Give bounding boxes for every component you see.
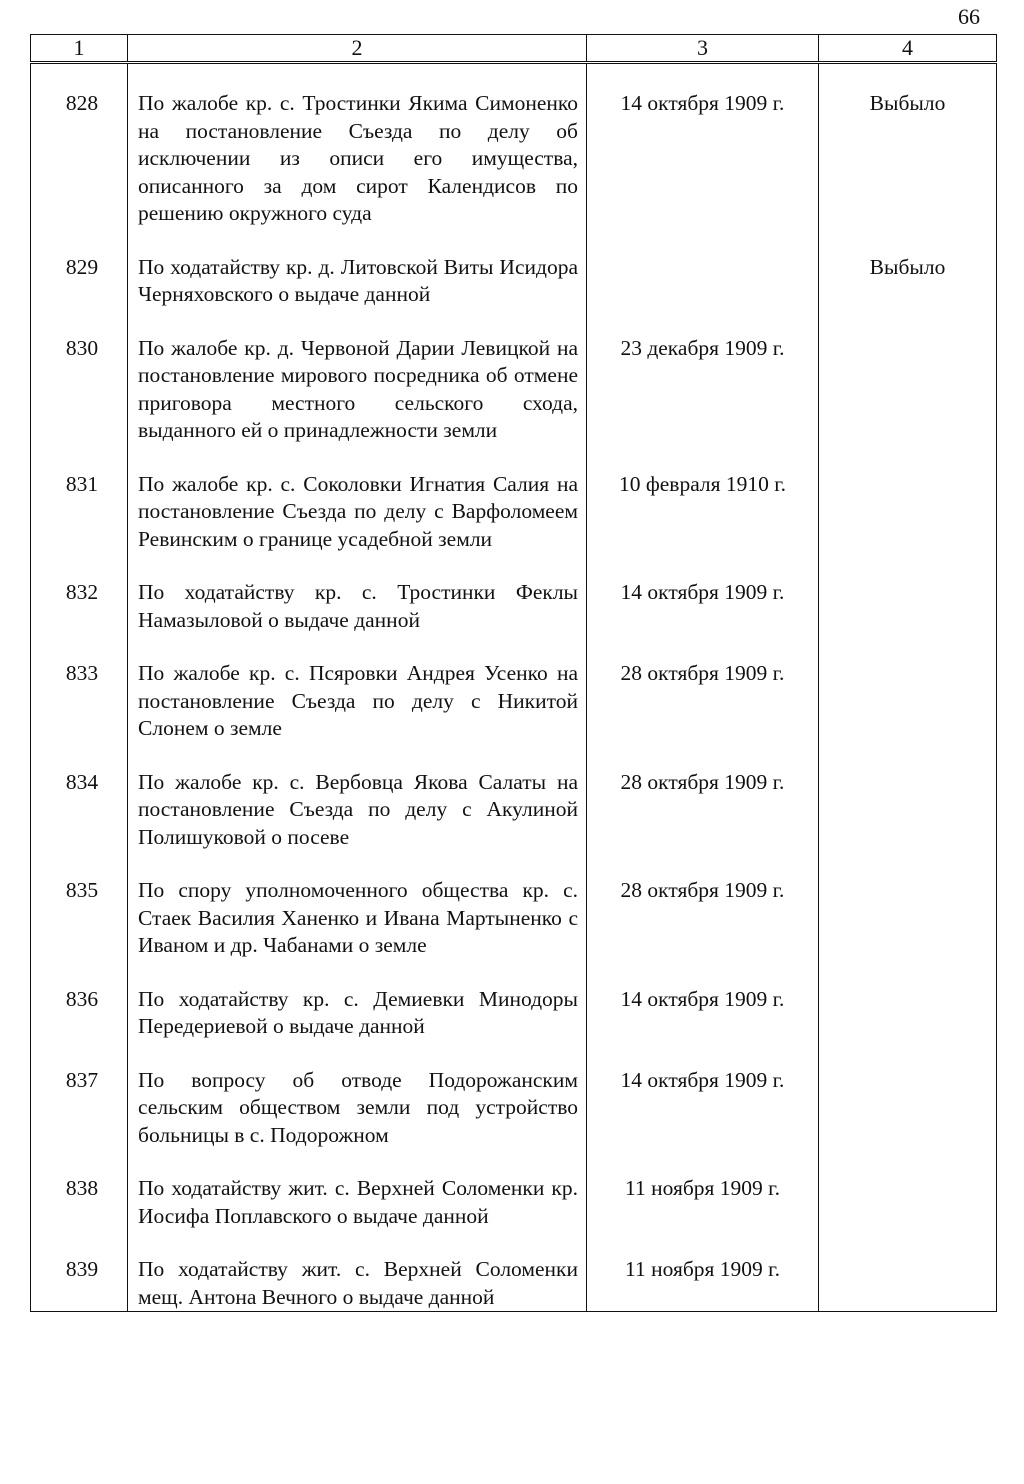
case-note xyxy=(819,769,997,878)
table-row xyxy=(31,877,997,986)
case-date: 28 октября 1909 г. xyxy=(587,660,819,769)
case-date: 14 октября 1909 г. xyxy=(587,986,819,1067)
table-row xyxy=(31,63,997,254)
case-number: 829 xyxy=(31,254,128,335)
table-row xyxy=(31,335,997,471)
case-note xyxy=(819,471,997,580)
case-number: 833 xyxy=(31,660,128,769)
case-note xyxy=(819,335,997,471)
case-note xyxy=(819,660,997,769)
case-date: 28 октября 1909 г. xyxy=(587,877,819,986)
case-description: По ходатайству кр. с. Демиевки Минодоры Передериевой о выдаче данной xyxy=(128,986,587,1067)
case-note xyxy=(819,1175,997,1256)
case-description: По ходатайству жит. с. Верхней Соломенки мещ. Антона Вечного о выдаче данной xyxy=(128,1256,587,1312)
case-note: Выбыло xyxy=(819,254,997,335)
case-date: 14 октября 1909 г. xyxy=(587,579,819,660)
page-number: 66 xyxy=(958,4,980,29)
case-description: По жалобе кр. д. Червоной Дарии Левицкой на постановление мирового посредника об отмене приговора местного сельского схода, выданного ей о принадлежности земли xyxy=(128,335,587,471)
header-row xyxy=(31,35,997,63)
case-date: 11 ноября 1909 г. xyxy=(587,1256,819,1312)
case-number: 839 xyxy=(31,1256,128,1312)
case-date: 14 октября 1909 г. xyxy=(587,63,819,254)
case-number: 838 xyxy=(31,1175,128,1256)
column-header-3: 3 xyxy=(587,35,819,63)
case-description: По жалобе кр. с. Тростинки Якима Симоненко на постановление Съезда по делу об исключении из описи его имущества, описанного за дом сирот Календисов по решению окружного суда xyxy=(128,63,587,254)
table-row xyxy=(31,1067,997,1176)
register-table xyxy=(30,34,997,1312)
case-date: 11 ноября 1909 г. xyxy=(587,1175,819,1256)
table-row xyxy=(31,660,997,769)
case-note xyxy=(819,1256,997,1312)
case-description: По жалобе кр. с. Соколовки Игнатия Салия на постановление Съезда по делу с Варфоломеем Ревинским о границе усадебной земли xyxy=(128,471,587,580)
case-note xyxy=(819,1067,997,1176)
case-note xyxy=(819,877,997,986)
table-row xyxy=(31,1175,997,1256)
column-header-4: 4 xyxy=(819,35,997,63)
case-number: 831 xyxy=(31,471,128,580)
case-date xyxy=(587,254,819,335)
case-number: 828 xyxy=(31,63,128,254)
column-header-2: 2 xyxy=(128,35,587,63)
case-description: По вопросу об отводе Подорожанским сельским обществом земли под устройство больницы в с. Подорожном xyxy=(128,1067,587,1176)
case-date: 14 октября 1909 г. xyxy=(587,1067,819,1176)
case-description: По ходатайству кр. д. Литовской Виты Исидора Черняховского о выдаче данной xyxy=(128,254,587,335)
case-number: 836 xyxy=(31,986,128,1067)
case-number: 834 xyxy=(31,769,128,878)
table-row xyxy=(31,471,997,580)
case-note xyxy=(819,986,997,1067)
case-number: 835 xyxy=(31,877,128,986)
case-description: По ходатайству жит. с. Верхней Соломенки кр. Иосифа Поплавского о выдаче данной xyxy=(128,1175,587,1256)
case-date: 10 февраля 1910 г. xyxy=(587,471,819,580)
case-description: По спору уполномоченного общества кр. с. Стаек Василия Ханенко и Ивана Мартыненко с Иваном и др. Чабанами о земле xyxy=(128,877,587,986)
case-description: По жалобе кр. с. Вербовца Якова Салаты на постановление Съезда по делу с Акулиной Полишуковой о посеве xyxy=(128,769,587,878)
table-row xyxy=(31,579,997,660)
case-date: 28 октября 1909 г. xyxy=(587,769,819,878)
case-date: 23 декабря 1909 г. xyxy=(587,335,819,471)
case-number: 830 xyxy=(31,335,128,471)
case-number: 837 xyxy=(31,1067,128,1176)
table-row xyxy=(31,986,997,1067)
table-row xyxy=(31,254,997,335)
case-note: Выбыло xyxy=(819,63,997,254)
case-number: 832 xyxy=(31,579,128,660)
table-row xyxy=(31,1256,997,1312)
column-header-1: 1 xyxy=(31,35,128,63)
case-note xyxy=(819,579,997,660)
case-description: По ходатайству кр. с. Тростинки Феклы Намазыловой о выдаче данной xyxy=(128,579,587,660)
table-row xyxy=(31,769,997,878)
case-description: По жалобе кр. с. Псяровки Андрея Усенко на постановление Съезда по делу с Никитой Слонем о земле xyxy=(128,660,587,769)
